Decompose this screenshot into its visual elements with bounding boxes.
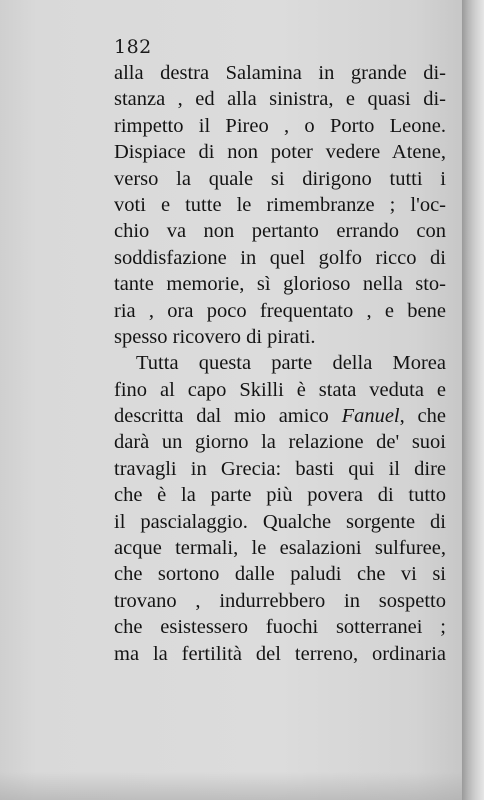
text-fragment: , che xyxy=(399,405,446,428)
italic-name: Fanuel xyxy=(341,405,400,428)
text-fragment: descritta dal mio amico xyxy=(114,405,342,428)
text-line: che è la parte più povera di tutto xyxy=(114,484,446,507)
text-line: chio va non pertanto errando con xyxy=(114,220,446,243)
text-line: fino al capo Skilli è stata veduta e xyxy=(114,378,446,401)
text-line: stanza , ed alla sinistra, e quasi di- xyxy=(114,88,446,111)
text-line: voti e tutte le rimembranze ; l'oc- xyxy=(114,193,446,216)
text-line-with-name xyxy=(114,403,446,429)
text-line: ma la fertilità del terreno, ordinaria xyxy=(114,642,446,665)
text-line: travagli in Grecia: basti qui il dire xyxy=(114,457,446,480)
text-line: che esistessero fuochi sotterranei ; xyxy=(114,616,446,639)
text-line: trovano , indurrebbero in sospetto xyxy=(114,589,446,612)
text-line: Dispiace di non poter vedere Atene, xyxy=(114,141,446,164)
text-line: ria , ora poco frequentato , e bene xyxy=(114,299,446,322)
body-text xyxy=(114,60,446,667)
text-line: tante memorie, sì glorioso nella sto- xyxy=(114,273,446,296)
adjacent-page-edge xyxy=(462,0,484,800)
text-line: che sortono dalle paludi che vi si xyxy=(114,563,446,586)
page-number: 182 xyxy=(114,36,152,58)
text-line: spesso ricovero di pirati. xyxy=(114,325,316,348)
text-line: rimpetto il Pireo , o Porto Leone. xyxy=(114,114,446,137)
text-line: il pascialaggio. Qualche sorgente di xyxy=(114,510,446,533)
text-line: soddisfazione in quel golfo ricco di xyxy=(114,246,446,269)
text-line: alla destra Salamina in grande di- xyxy=(114,62,446,84)
text-line: darà un giorno la relazione de' suoi xyxy=(114,431,446,454)
text-line: verso la quale si dirigono tutti i xyxy=(114,167,446,190)
text-line: acque termali, le esalazioni sulfuree, xyxy=(114,537,446,560)
paragraph-start-line: Tutta questa parte della Morea xyxy=(136,352,446,375)
page-bottom-shadow xyxy=(0,772,462,800)
